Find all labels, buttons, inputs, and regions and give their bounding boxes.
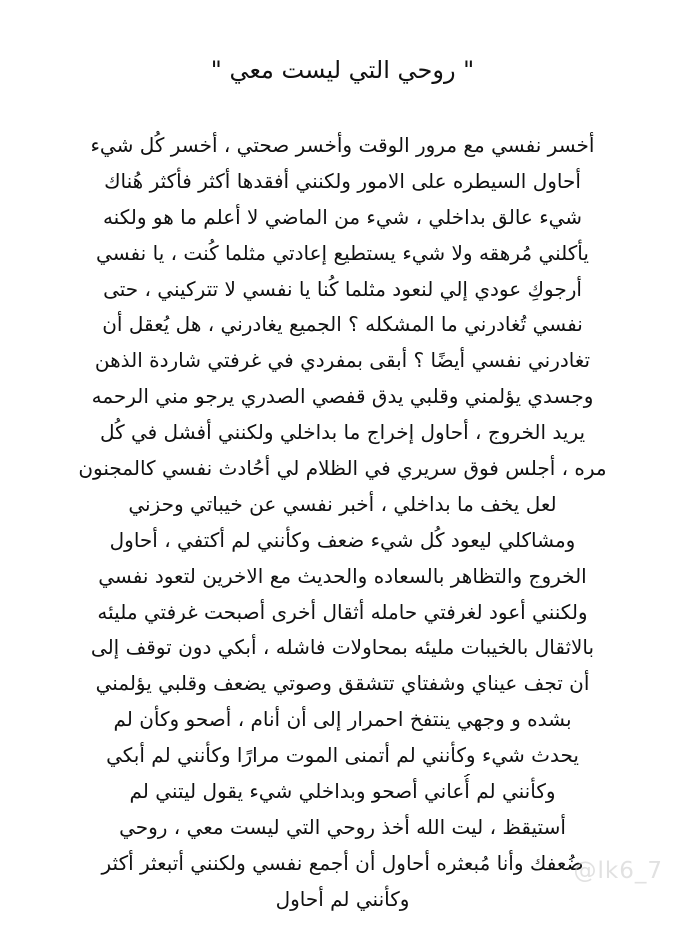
text-line: وكأنني لم أُعاني أصحو وبداخلي شيء يقول ليتني لم: [129, 779, 556, 804]
text-line: لعل يخف ما بداخلي ، أخبر نفسي عن خيباتي وحزني: [128, 491, 557, 516]
text-line: وكأنني لم أحاول: [275, 886, 410, 911]
text-line: أستيقظ ، ليت الله أخذ روحي التي ليست معي ، روحي: [119, 814, 566, 839]
text-line: ضُعفك وأنا مُبعثره أحاول أن أجمع نفسي ولكنني أتبعثر أكثر: [101, 850, 584, 875]
text-line: الخروج والتظاهر بالسعاده والحديث مع الاخرين لتعود نفسي: [98, 563, 587, 588]
text-line: نفسي تُغادرني ما المشكله ؟ الجميع يغادرني ، هل يُعقل أن: [102, 312, 583, 337]
text-line: بالاثقال بالخيبات مليئه بمحاولات فاشله ، أبكي دون توقف إلى: [90, 635, 595, 660]
text-line: مره ، أجلس فوق سريري في الظلام لي أحُادث نفسي كالمجنون: [78, 456, 607, 481]
text-line: أرجوكِ عودي إلي لنعود مثلما كُنا يا نفسي لا تتركيني ، حتى: [103, 276, 582, 301]
text-line: تغادرني نفسي أيضًا ؟ أبقى بمفردي في غرفتي شاردة الذهن: [94, 348, 591, 373]
text-line: وجسدي يؤلمني وقلبي يدق قفصي الصدري يرجو مني الرحمه: [91, 384, 594, 409]
document-title: " روحي التي ليست معي ": [210, 56, 475, 84]
text-line: أخسر نفسي مع مرور الوقت وأخسر صحتي ، أخسر كُل شيء: [90, 133, 595, 157]
watermark-handle: @lk6_7: [573, 858, 663, 884]
text-line: شيء عالق بداخلي ، شيء من الماضي لا أعلم ما هو ولكنه: [102, 204, 583, 229]
text-line: أن تجف عيناي وشفتاي تتشقق وصوتي يضعف وقلبي يؤلمني: [95, 671, 590, 696]
text-line: بشده و وجهي ينتفخ احمرار إلى أن أنام ، أصحو وكأن لم: [113, 707, 572, 732]
text-line: أحاول السيطره على الامور ولكنني أفقدها أكثر فأكثر هُناك: [104, 168, 581, 193]
document-body: [0, 128, 685, 918]
text-line: يحدث شيء وكأنني لم أتمنى الموت مرارًا وكأنني لم أبكي: [106, 743, 579, 768]
text-line: ومشاكلي ليعود كُل شيء ضعف وكأنني لم أكتفي ، أحاول: [109, 527, 576, 552]
text-line: يأكلني مُرهقه ولا شيء يستطيع إعادتي مثلما كُنت ، يا نفسي: [96, 240, 589, 265]
text-line: ولكنني أعود لغرفتي حامله أثقال أخرى أصبحت غرفتي مليئه: [97, 599, 588, 624]
text-line: يريد الخروج ، أحاول إخراج ما بداخلي ولكنني أفشل في كُل: [99, 420, 586, 445]
